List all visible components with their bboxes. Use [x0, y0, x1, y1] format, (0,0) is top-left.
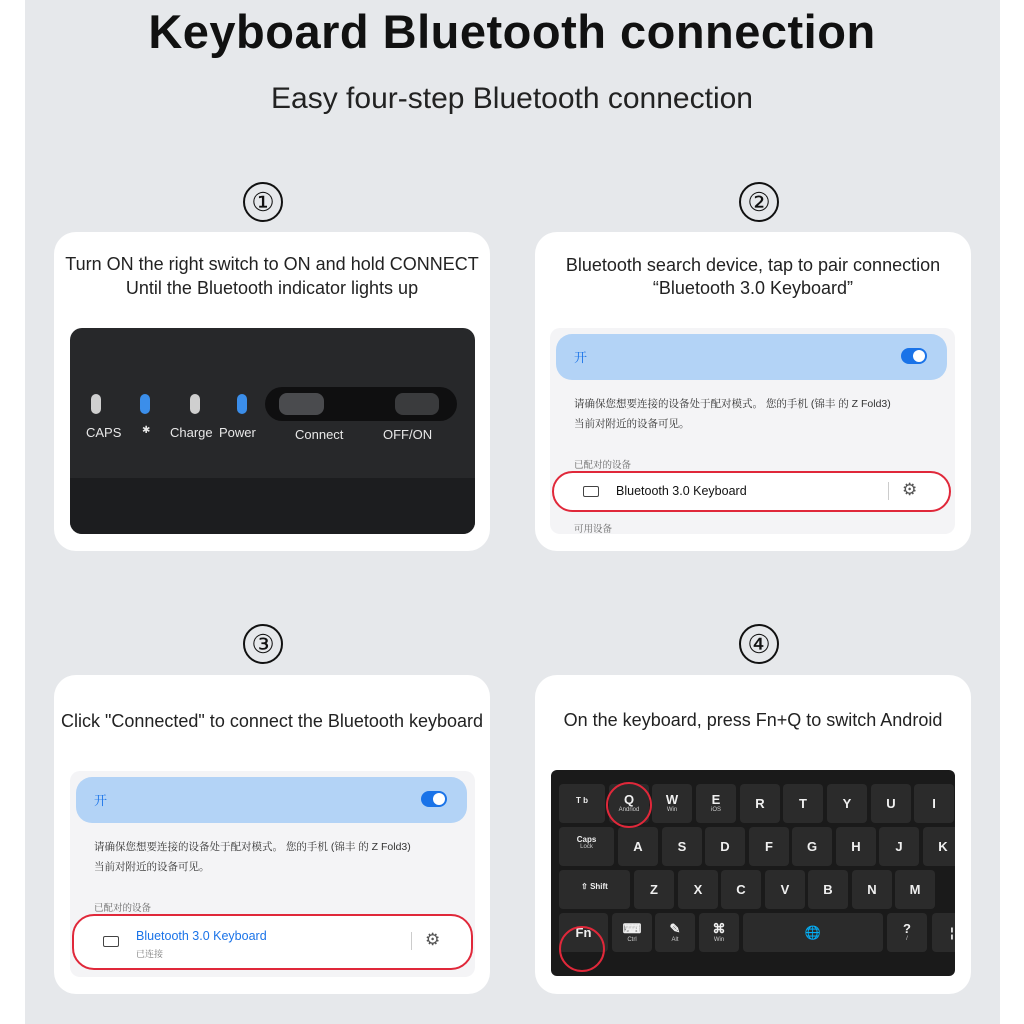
key-1-1[interactable] [618, 827, 658, 866]
key-label: 🌐 [804, 925, 822, 940]
q-key-highlight-ring [606, 782, 652, 828]
available-devices-label: 可用设备 [574, 524, 613, 534]
key-sublabel: Win [666, 807, 678, 813]
key-2-7[interactable] [895, 870, 935, 909]
key-label: Caps [576, 835, 597, 844]
bluetooth-toggle-switch[interactable] [421, 791, 447, 807]
fn-key-highlight-ring [559, 926, 605, 972]
key-0-7[interactable] [871, 784, 911, 823]
key-2-2[interactable] [678, 870, 718, 909]
bluetooth-icon: ✱ [142, 425, 151, 436]
key-label: ⌨ [622, 921, 642, 936]
charge-label: Charge [170, 425, 213, 440]
step-4-text: On the keyboard, press Fn+Q to switch Android [563, 710, 943, 730]
settings-gear-icon[interactable]: ⚙ [425, 930, 441, 949]
step-3-bluetooth-panel [70, 771, 475, 977]
key-sublabel: iOS [710, 807, 721, 813]
step-2-text-line2: “Bluetooth 3.0 Keyboard” [652, 278, 854, 298]
connected-device-row[interactable] [72, 914, 473, 970]
key-label: ¦ [950, 925, 954, 940]
key-3-6[interactable] [932, 913, 955, 952]
key-label: G [806, 839, 818, 854]
key-label: M [909, 882, 921, 897]
pairing-description-line2: 当前对附近的设备可见。 [94, 861, 210, 873]
key-2-5[interactable] [808, 870, 848, 909]
key-3-3[interactable] [699, 913, 739, 952]
key-0-5[interactable] [783, 784, 823, 823]
paired-device-row[interactable] [552, 471, 951, 512]
keyboard-icon [103, 936, 119, 947]
offon-label: OFF/ON [383, 427, 433, 442]
onoff-slider[interactable] [395, 393, 439, 415]
connected-device-name: Bluetooth 3.0 Keyboard [136, 929, 267, 943]
step-4-number: ④ [739, 624, 779, 664]
key-sublabel: Andriod [618, 807, 640, 813]
caps-led [91, 394, 101, 414]
key-label: Z [650, 882, 658, 897]
key-1-4[interactable] [749, 827, 789, 866]
key-sublabel: Alt [671, 937, 679, 943]
page-subtitle: Easy four-step Bluetooth connection [271, 82, 753, 115]
paired-devices-label: 已配对的设备 [574, 460, 632, 471]
connected-status: 已连接 [136, 949, 164, 959]
key-label: E [711, 792, 721, 807]
key-0-0[interactable] [559, 784, 605, 823]
key-label: B [823, 882, 833, 897]
key-label: R [755, 796, 765, 811]
power-led [237, 394, 247, 414]
pairing-description-line2: 当前对附近的设备可见。 [574, 418, 690, 430]
step-1-text-line1: Turn ON the right switch to ON and hold CONNECT [65, 254, 479, 274]
caps-label: CAPS [86, 425, 122, 440]
device-bottom-edge [70, 478, 475, 534]
key-label: C [736, 882, 746, 897]
key-sublabel: Ctrl [627, 937, 637, 943]
key-label: U [886, 796, 896, 811]
key-1-7[interactable] [879, 827, 919, 866]
step-3-number: ③ [243, 624, 283, 664]
key-label: J [895, 839, 903, 854]
key-3-2[interactable] [655, 913, 695, 952]
paired-device-name: Bluetooth 3.0 Keyboard [616, 484, 747, 498]
key-3-4[interactable] [743, 913, 883, 952]
power-label: Power [219, 425, 256, 440]
charge-led [190, 394, 200, 414]
bluetooth-toggle-label: 开 [574, 350, 588, 365]
settings-gear-icon[interactable]: ⚙ [902, 480, 918, 499]
key-label: W [665, 792, 679, 807]
key-label: T [799, 796, 807, 811]
connect-slider[interactable] [279, 393, 324, 415]
key-2-6[interactable] [852, 870, 892, 909]
step-2-text-line1: Bluetooth search device, tap to pair connection [565, 255, 941, 275]
key-label: S [677, 839, 687, 854]
key-label: D [720, 839, 730, 854]
keyboard-icon [583, 486, 599, 497]
bluetooth-toggle-bar[interactable] [76, 777, 467, 823]
key-1-6[interactable] [836, 827, 876, 866]
key-sublabel: / [906, 936, 908, 942]
key-1-3[interactable] [705, 827, 745, 866]
key-label: ⌘ [712, 921, 726, 936]
key-label: A [633, 839, 643, 854]
step-1-number: ① [243, 182, 283, 222]
key-2-1[interactable] [634, 870, 674, 909]
key-label: F [765, 839, 773, 854]
keyboard-photo [551, 770, 955, 976]
key-label: Fn [575, 925, 592, 940]
page-title: Keyboard Bluetooth connection [148, 5, 876, 58]
key-sublabel: Lock [580, 844, 593, 850]
bluetooth-toggle-bar[interactable] [556, 334, 947, 380]
key-2-0[interactable] [559, 870, 630, 909]
key-1-5[interactable] [792, 827, 832, 866]
keyboard-device-side [70, 328, 475, 534]
step-3-text: Click "Connected" to connect the Bluetooth keyboard [60, 711, 484, 731]
key-label: Q [623, 792, 635, 807]
bluetooth-toggle-label: 开 [94, 793, 108, 808]
key-label: Y [842, 796, 852, 811]
key-label: N [867, 882, 877, 897]
pairing-description-line1: 请确保您想要连接的设备处于配对模式。 您的手机 (锦丰 的 Z Fold3) [94, 841, 411, 853]
bluetooth-led [140, 394, 150, 414]
key-0-8[interactable] [914, 784, 954, 823]
key-label: I [932, 796, 936, 811]
key-1-2[interactable] [662, 827, 702, 866]
key-1-0[interactable] [559, 827, 614, 866]
row-divider [411, 932, 412, 950]
switch-slot [265, 387, 457, 421]
key-sublabel: Win [713, 937, 725, 943]
key-label: H [851, 839, 861, 854]
key-label: T b [576, 796, 588, 805]
bluetooth-toggle-switch[interactable] [901, 348, 927, 364]
key-1-8[interactable] [923, 827, 955, 866]
pairing-description-line1: 请确保您想要连接的设备处于配对模式。 您的手机 (锦丰 的 Z Fold3) [574, 398, 891, 410]
key-label: K [938, 839, 948, 854]
key-label: V [780, 882, 790, 897]
key-3-1[interactable] [612, 913, 652, 952]
key-label: ? [903, 921, 911, 936]
key-3-5[interactable] [887, 913, 927, 952]
key-0-2[interactable] [652, 784, 692, 823]
row-divider [888, 482, 889, 500]
step-1-text-line2: Until the Bluetooth indicator lights up [125, 278, 419, 298]
key-0-6[interactable] [827, 784, 867, 823]
step-2-number: ② [739, 182, 779, 222]
paired-devices-label: 已配对的设备 [94, 903, 152, 914]
key-label: ✎ [669, 921, 681, 936]
connect-label: Connect [295, 427, 344, 442]
key-0-3[interactable] [696, 784, 736, 823]
key-2-4[interactable] [765, 870, 805, 909]
key-label: ⇧ Shift [581, 882, 608, 891]
key-2-3[interactable] [721, 870, 761, 909]
step-2-bluetooth-panel [550, 328, 955, 534]
key-0-4[interactable] [740, 784, 780, 823]
key-label: X [693, 882, 703, 897]
